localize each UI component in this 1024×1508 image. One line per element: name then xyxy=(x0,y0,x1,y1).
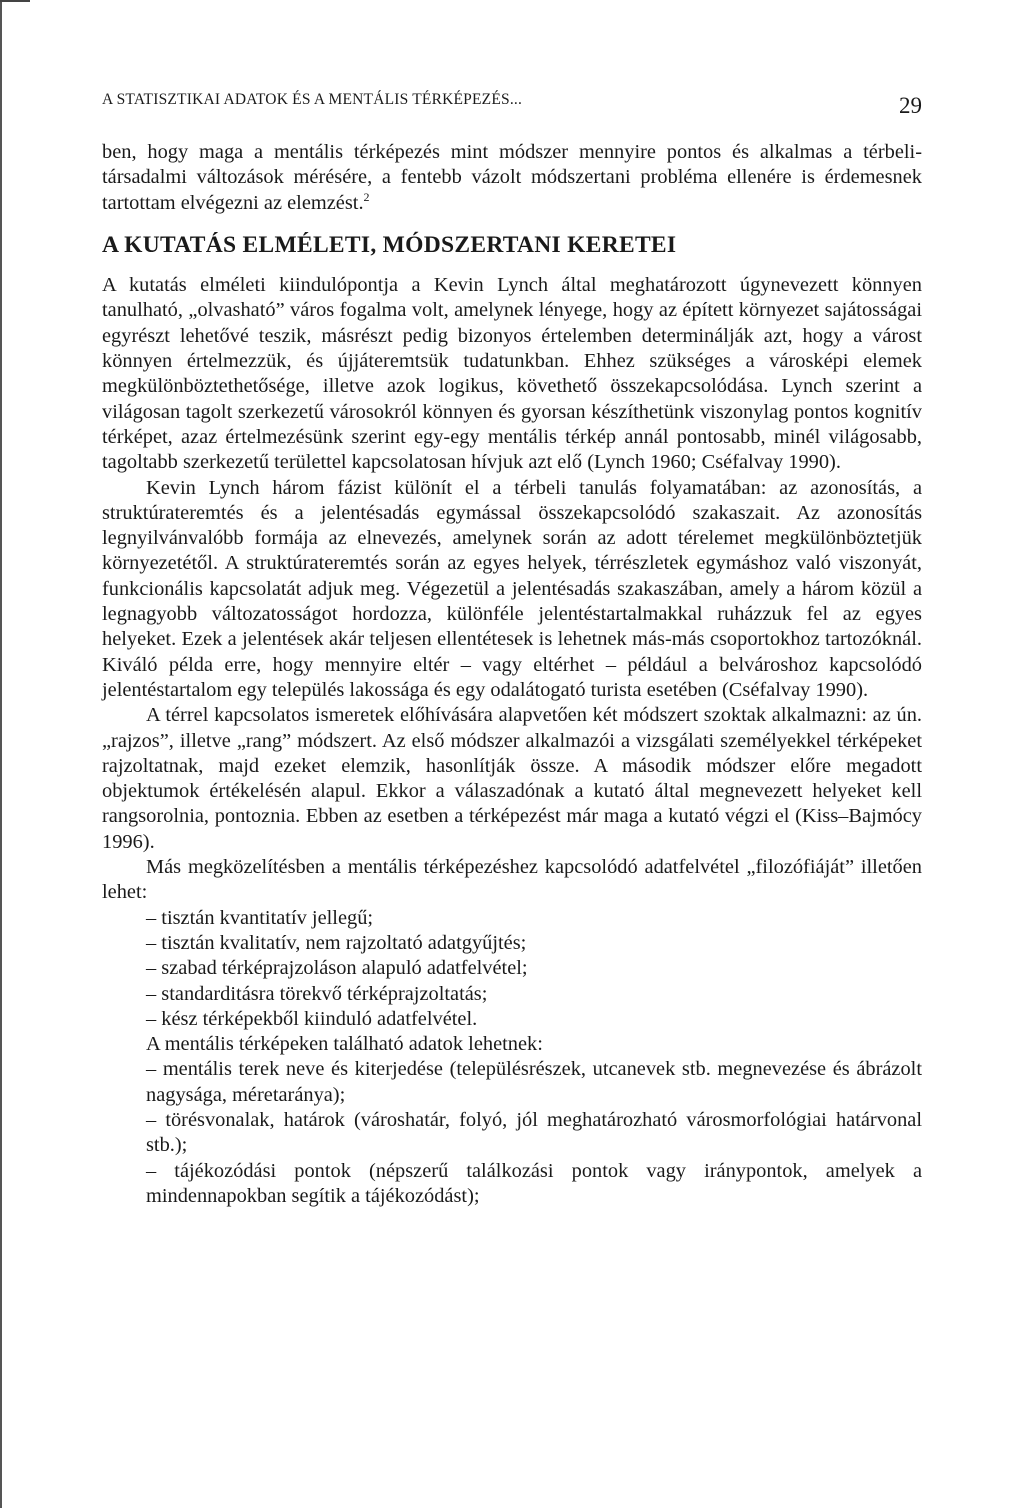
paragraph-lynch-phases: Kevin Lynch három fázist különít el a térbeli tanulás folyamatában: az azonosítás, a struktúrateremtés és a jelentésadás egymással összekapcsolódó szakaszait. Az azonosítás legnyilvánvalóbb formája az elnevezés, amelynek során az adott térelemet megkülönböztetjük környezetétől. A struktúrateremtés során az egyes helyek, térrészletek egymáshoz való viszonyát, funkcionális kapcsolatát adjuk meg. Végezetül a jelentésadás szakaszában, amely a három közül a legnagyobb változatosságot hordozza, különféle jelentéstartalmakkal ruházzuk fel az egyes helyeket. Ezek a jelentések akár teljesen ellentétesek is lehetnek más-más csoportokhoz tartozóknál. Kiváló példa erre, hogy mennyire eltér – vagy eltérhet – például a belvároshoz kapcsolódó jelentéstartalom egy település lakossága és egy odalátogató turista esetében (Cséfalvay 1990). xyxy=(102,476,922,701)
mental-map-data-list xyxy=(102,1057,922,1209)
list-item: – mentális terek neve és kiterjedése (településrészek, utcanevek stb. megnevezése és ábrázolt nagysága, méretaránya); xyxy=(146,1058,922,1106)
data-collection-list xyxy=(102,906,922,1032)
page-number: 29 xyxy=(899,93,922,118)
list-item: – tisztán kvantitatív jellegű; xyxy=(146,906,374,929)
intro-paragraph-text: ben, hogy maga a mentális térképezés mint módszer mennyire pontos és alkalmas a térbeli-társadalmi változások mérésére, a fentebb vázolt módszertani probléma ellenére is érdemesnek tartottam elvégezni az elemzést. xyxy=(102,141,922,214)
paragraph-philosophy: Más megközelítésben a mentális térképezéshez kapcsolódó adatfelvétel „filozófiáját” illetően lehet: xyxy=(102,856,922,904)
list-item: – kész térképekből kiinduló adatfelvétel. xyxy=(146,1007,478,1030)
list-item: – tájékozódási pontok (népszerű találkozási pontok vagy iránypontok, amelyek a mindennapokban segítik a tájékozódást); xyxy=(146,1159,922,1207)
page-body xyxy=(102,140,922,1209)
list-item: – törésvonalak, határok (városhatár, folyó, jól meghatározható városmorfológiai határvonal stb.); xyxy=(146,1108,922,1157)
scan-edge-top xyxy=(0,0,30,6)
list-item: – tisztán kvalitatív, nem rajzoltató adatgyűjtés; xyxy=(146,931,527,954)
footnote-ref: 2 xyxy=(363,189,370,204)
section-heading: A KUTATÁS ELMÉLETI, MÓDSZERTANI KERETEI xyxy=(102,231,677,258)
scan-edge-left xyxy=(0,0,8,1508)
paragraph-lynch-theory: A kutatás elméleti kiindulópontja a Kevin Lynch által meghatározott úgynevezett könnyen tanulható, „olvasható” város fogalma volt, amelynek lényege, hogy az épített környezet sajátosságai egyrészt lehetővé teszik, másrészt pedig bizonyos értelemben determinálják azt, hogy a várost könnyen értelmezzük, és újjáteremtsük tudatunkban. Ehhez szükséges a városképi elemek megkülönböztethetősége, illetve azok logikus, követhető összekapcsolódása. Lynch szerint a világosan tagolt szerkezetű városokról könnyen és gyorsan készíthetünk viszonylag pontos kognitív térképet, azaz értelmezésünk szerint egy-egy mentális térkép annál pontosabb, minél világosabb, tagoltabb szerkezetű területtel kapcsolatosan hívjuk azt elő (Lynch 1960; Cséfalvay 1990). xyxy=(102,274,922,474)
list-item: – standarditásra törekvő térképrajzoltatás; xyxy=(146,982,488,1005)
paragraph-methods: A térrel kapcsolatos ismeretek előhívására alapvetően két módszert szoktak alkalmazni: az ún. „rajzos”, illetve „rang” módszert. Az első módszer alkalmazói a vizsgálati személyekkel térképeket rajzoltatnak, majd ezeket elemzik, hasonlítják össze. A második módszer előre megadott objektumok értékelésén alapul. Ekkor a válaszadónak a kutató által megnevezett helyeket kell rangsorolnia, pontoznia. Ebben az esetben a térképezést már maga a kutató végzi el (Kiss–Bajmócy 1996). xyxy=(102,704,922,853)
list-item: – szabad térképrajzoláson alapuló adatfelvétel; xyxy=(146,957,528,980)
intro-paragraph xyxy=(102,140,922,216)
running-head xyxy=(102,91,922,121)
list-two-intro: A mentális térképeken található adatok lehetnek: xyxy=(146,1033,543,1056)
running-title: A STATISZTIKAI ADATOK ÉS A MENTÁLIS TÉRKÉPEZÉS... xyxy=(102,91,523,108)
